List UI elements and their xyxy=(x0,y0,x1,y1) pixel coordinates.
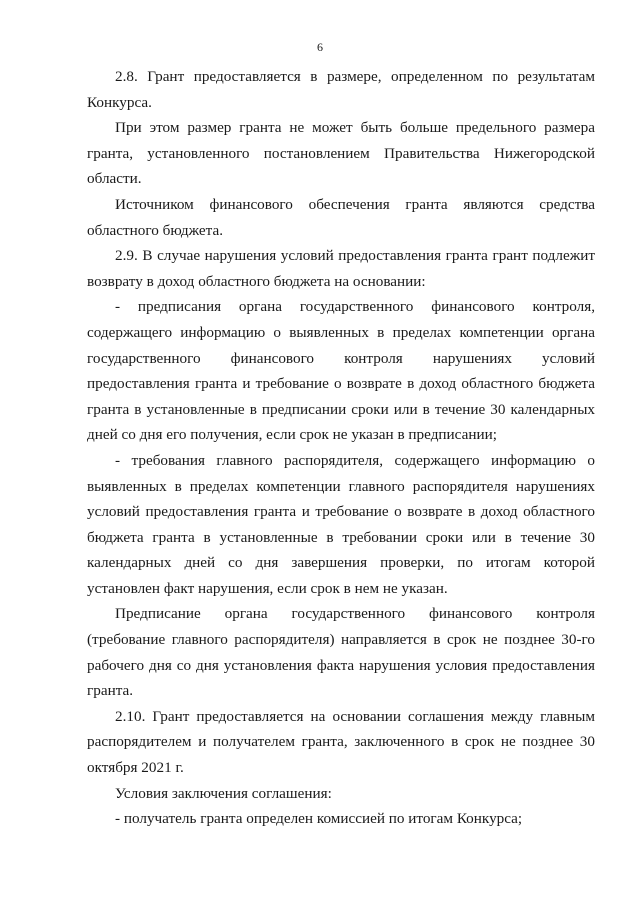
paragraph-agreement-conditions: Условия заключения соглашения: xyxy=(115,784,332,802)
paragraph-grant-limit: При этом размер гранта не может быть больше предельного размера гранта, установленного постановлением Правительства Нижегородской области. xyxy=(87,119,595,188)
list-item-control-order: - предписания органа государственного финансового контроля, содержащего информацию о выявленных в пределах компетенции органа государственного финансового контроля нарушениях условий предоставления гранта и требование о возврате в доход областного бюджета гранта в установленные в предписании сроки или в течение 30 календарных дней со дня его получения, если срок не указан в предписании; xyxy=(87,298,595,444)
list-item-recipient-determined: - получатель гранта определен комиссией по итогам Конкурса; xyxy=(115,810,523,828)
document-body xyxy=(87,64,595,832)
paragraph-funding-source: Источником финансового обеспечения гранта являются средства областного бюджета. xyxy=(87,195,595,239)
list-item-manager-demand: - требования главного распорядителя, содержащего информацию о выявленных в пределах компетенции главного распорядителя нарушениях условий предоставления гранта и требование о возврате в доход областного бюджета гранта в установленные в требовании сроки или в течение 30 календарных дней со дня завершения проверки, по итогам которой установлен факт нарушения, если срок в нем не указан. xyxy=(87,451,595,597)
paragraph-2-10: 2.10. Грант предоставляется на основании соглашения между главным распорядителем и получателем гранта, заключенного в срок не позднее 30 октября 2021 г. xyxy=(87,707,595,777)
page-number: 6 xyxy=(317,40,323,54)
paragraph-2-8: 2.8. Грант предоставляется в размере, определенном по результатам Конкурса. xyxy=(87,68,595,111)
paragraph-2-9: 2.9. В случае нарушения условий предоставления гранта грант подлежит возврату в доход областного бюджета на основании: xyxy=(87,247,595,290)
paragraph-order-deadline: Предписание органа государственного финансового контроля (требование главного распорядителя) направляется в срок не позднее 30-го рабочего дня со дня установления факта нарушения условия предоставления гранта. xyxy=(87,605,595,700)
